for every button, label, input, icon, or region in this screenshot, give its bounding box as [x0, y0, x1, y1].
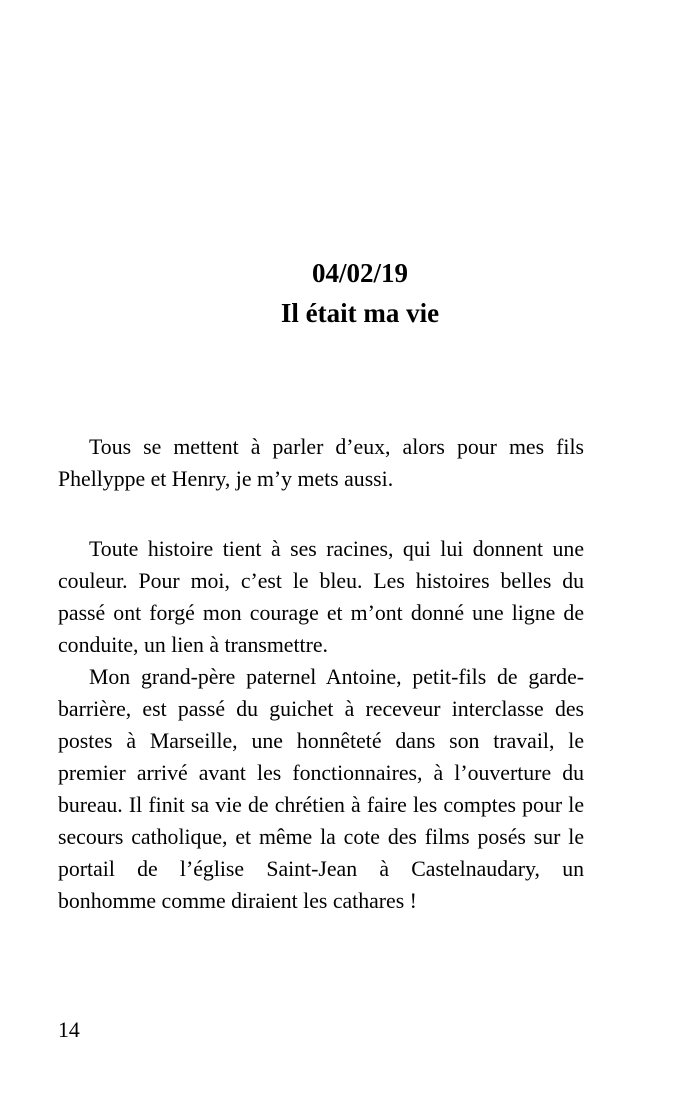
- chapter-date: 04/02/19: [311, 258, 408, 288]
- paragraph-text: Mon grand-père paternel Antoine, petit-fils de garde-barrière, est passé du guichet à receveur interclasse des postes à Marseille, une honnêteté dans son travail, le premier arrivé avant les fonctionnaires, à l’ouverture du bureau. Il finit sa vie de chrétien à faire les comptes pour le secours catholique, et même la cote des films posés sur le portail de l’église Saint-Jean à Castelnaudary, un bonhomme comme diraient les cathares !: [58, 665, 584, 913]
- paragraph-3: [58, 661, 584, 917]
- chapter-title: Il était ma vie: [280, 298, 440, 328]
- paragraph-text: Toute histoire tient à ses racines, qui lui donnent une couleur. Pour moi, c’est le bleu. Les histoires belles du passé ont forgé mon courage et m’ont donné une ligne de conduite, un lien à transmettre.: [58, 537, 584, 657]
- paragraph-1: [58, 431, 584, 495]
- page-number: 14: [58, 1018, 80, 1042]
- paragraph-2: [58, 533, 584, 661]
- paragraph-text: Tous se mettent à parler d’eux, alors pour mes fils Phellyppe et Henry, je m’y mets aussi.: [58, 435, 584, 491]
